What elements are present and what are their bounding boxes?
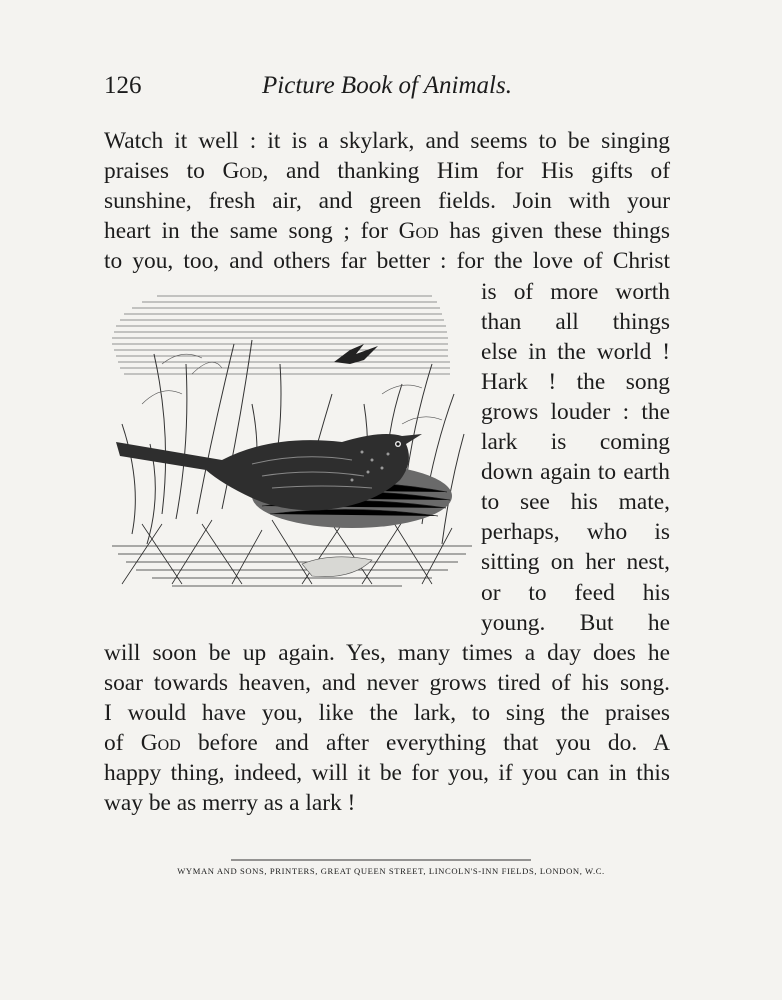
small-caps-word: God [398, 218, 439, 245]
text-line [104, 156, 670, 186]
text-segment: than all things [481, 308, 670, 335]
text-segment: is of more worth [481, 278, 670, 305]
text-segment: or to feed his [481, 579, 670, 606]
text-line [481, 457, 670, 487]
small-caps-word: God [222, 158, 263, 185]
text-line [104, 126, 670, 156]
text-segment: grows louder : the [481, 398, 670, 425]
text-segment: Hark ! the song [481, 368, 670, 395]
text-segment: young. But he [481, 609, 670, 636]
text-line [481, 277, 670, 307]
text-segment: sunshine, fresh air, and green fields. Join with your [104, 188, 670, 215]
text-segment: way be as merry as a lark ! [104, 790, 356, 817]
text-line [104, 728, 670, 758]
text-segment: to see his mate, [481, 489, 670, 516]
printer-imprint: WYMAN AND SONS, PRINTERS, GREAT QUEEN STREET, LINCOLN'S-INN FIELDS, LONDON, W.C. [177, 866, 605, 876]
running-title: Picture Book of Animals. [262, 72, 512, 99]
text-segment: has given these things [438, 218, 670, 245]
text-line [481, 367, 670, 397]
text-line [481, 397, 670, 427]
text-segment: I would have you, like the lark, to sing the praises [104, 699, 670, 726]
text-segment: of [104, 730, 141, 756]
footer-rule [231, 859, 531, 861]
text-segment: will soon be up again. Yes, many times a day does he [104, 639, 670, 666]
text-line [481, 307, 670, 337]
skylark-illustration [102, 284, 476, 614]
text-line [104, 186, 670, 216]
text-line [104, 758, 670, 788]
text-segment: soar towards heaven, and never grows tired of his song. [104, 669, 670, 696]
text-segment: happy thing, indeed, will it be for you, if you can in this [104, 760, 670, 787]
text-line [481, 337, 670, 367]
text-segment: , and thanking Him for His gifts of [262, 158, 670, 185]
text-line [104, 788, 670, 818]
text-segment: perhaps, who is [481, 519, 670, 546]
text-line [481, 547, 670, 577]
text-line [104, 638, 670, 668]
text-line [481, 427, 670, 457]
text-line [481, 487, 670, 517]
small-caps-word: God [140, 730, 181, 756]
text-line [104, 668, 670, 698]
text-segment: lark is coming [481, 429, 670, 455]
text-segment: heart in the same song ; for [104, 218, 399, 245]
page-header [104, 72, 670, 106]
text-segment: down again to earth [481, 459, 670, 486]
text-segment: else in the world ! [481, 338, 670, 365]
text-line [481, 517, 670, 547]
text-line [104, 698, 670, 728]
text-segment: sitting on her nest, [481, 549, 670, 576]
text-line [104, 246, 670, 276]
text-line [104, 216, 670, 246]
text-segment: before and after everything that you do. A [180, 730, 671, 756]
page-number: 126 [104, 72, 142, 99]
text-segment: Watch it well : it is a skylark, and seems to be singing [104, 128, 670, 154]
text-segment: to you, too, and others far better : for the love of Christ [104, 248, 670, 275]
text-segment: praises to [104, 158, 223, 185]
text-line [481, 608, 670, 638]
text-line [481, 578, 670, 608]
